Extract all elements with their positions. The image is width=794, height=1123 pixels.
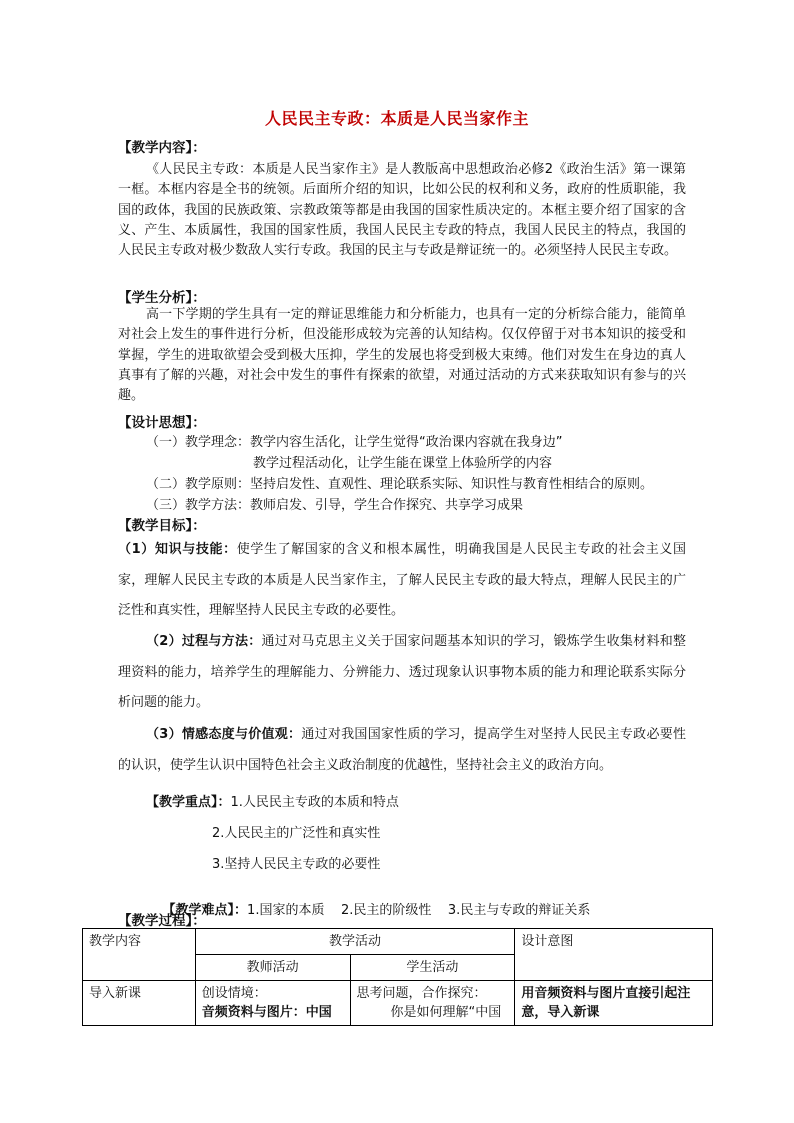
table-row bbox=[83, 981, 713, 1026]
design-line-1: （一）教学理念：教学内容生活化，让学生觉得“政治课内容就在我身边” bbox=[146, 435, 563, 450]
row-content: 导入新课 bbox=[83, 981, 196, 1026]
header-student: 学生活动 bbox=[350, 955, 515, 981]
design-line-4: （三）教学方法：教师启发、引导，学生合作探究、共享学习成果 bbox=[146, 498, 524, 513]
table-header-row bbox=[83, 929, 713, 955]
section-heading-content: 【教学内容】： bbox=[118, 140, 206, 156]
row-student bbox=[350, 981, 515, 1026]
design-line-3: （二）教学原则：坚持启发性、直观性、理论联系实际、知识性与教育性相结合的原则。 bbox=[146, 477, 654, 492]
difficulties-line bbox=[146, 884, 590, 933]
key-point-1: 1.人民民主专政的本质和特点 bbox=[230, 795, 399, 810]
section-heading-analysis: 【学生分析】： bbox=[118, 290, 206, 306]
goal-process-label: （2）过程与方法： bbox=[146, 634, 262, 649]
process-table bbox=[82, 928, 713, 1026]
header-activity: 教学活动 bbox=[195, 929, 515, 955]
goal-knowledge-text: 使学生了解国家的含义和根本属性，明确我国是人民民主专政的社会主义国家，理解人民民主专政的本质是人民当家作主，了解人民民主专政的最大特点，理解人民民主的广泛性和真实性，理解坚持人民民主专政的必要性。 bbox=[118, 542, 686, 618]
row-intent: 用音频资料与图片直接引起注意，导入新课 bbox=[515, 981, 713, 1026]
goal-knowledge bbox=[118, 535, 686, 627]
key-points-label: 【教学重点】： bbox=[146, 795, 231, 810]
content-paragraph: 《人民民主专政：本质是人民当家作主》是人教版高中思想政治必修2《政治生活》第一课第一框。本框内容是全书的统领。后面所介绍的知识，比如公民的权利和义务，政府的性质职能，我国的政体，我国的民族政策、宗教政策等都是由我国的国家性质决定的。本框主要介绍了国家的含义、产生、本质属性，我国的国家性质，我国人民民主专政的特点，我国人民民主的特点，我国的人民民主专政对极少数敌人实行专政。我国的民主与专政是辩证统一的。必须坚持人民民主专政。 bbox=[118, 162, 686, 259]
section-heading-design: 【设计思想】： bbox=[118, 415, 206, 431]
goal-process-text: 通过对马克思主义关于国家问题基本知识的学习，锻炼学生收集材料和整理资料的能力，培养学生的理解能力、分辨能力、透过现象认识事物本质的能力和理论联系实际分析问题的能力。 bbox=[118, 634, 686, 710]
goal-knowledge-label: （1）知识与技能： bbox=[118, 542, 237, 557]
goal-emotion-label: （3）情感态度与价值观： bbox=[146, 727, 302, 742]
row-teacher bbox=[195, 981, 350, 1026]
difficulties-label: 【教学难点】： bbox=[162, 903, 248, 918]
goal-emotion bbox=[118, 720, 686, 781]
row-student-line-1: 思考问题，合作探究： bbox=[356, 986, 487, 1001]
header-teacher: 教师活动 bbox=[195, 955, 350, 981]
difficulties-text: 1.国家的本质 2.民主的阶级性 3.民主与专政的辩证关系 bbox=[247, 903, 591, 918]
section-heading-goals: 【教学目标】： bbox=[118, 518, 206, 534]
row-student-line-2: 你是如何理解“中国 bbox=[390, 1005, 502, 1020]
key-point-3: 3.坚持人民民主专政的必要性 bbox=[212, 857, 381, 872]
goal-process bbox=[118, 627, 686, 719]
analysis-paragraph: 高一下学期的学生具有一定的辩证思维能力和分析能力，也具有一定的分析综合能力，能简单对社会上发生的事件进行分析，但没能形成较为完善的认知结构。仅仅停留于对书本知识的接受和掌握，学生的进取欲望会受到极大压抑，学生的发展也将受到极大束缚。他们对发生在身边的真人真事有了解的兴趣，对社会中发生的事件有探索的欲望，对通过活动的方式来获取知识有参与的兴趣。 bbox=[118, 307, 686, 404]
header-content: 教学内容 bbox=[83, 929, 196, 981]
header-intent: 设计意图 bbox=[515, 929, 713, 981]
row-teacher-line-1: 创设情境： bbox=[201, 986, 267, 1001]
goal-emotion-text: 通过对我国国家性质的学习，提高学生对坚持人民民主专政必要性的认识，使学生认识中国特色社会主义政治制度的优越性，坚持社会主义的政治方向。 bbox=[118, 727, 686, 773]
design-line-2: 教学过程活动化，让学生能在课堂上体验所学的内容 bbox=[253, 456, 553, 471]
key-points-line-1 bbox=[146, 791, 399, 810]
key-point-2: 2.人民民主的广泛性和真实性 bbox=[212, 826, 381, 841]
row-teacher-line-2: 音频资料与图片：中国 bbox=[201, 1005, 332, 1020]
section-heading-process: 【教学过程】： bbox=[118, 913, 206, 929]
page-title: 人民民主专政：本质是人民当家作主 bbox=[264, 109, 529, 128]
